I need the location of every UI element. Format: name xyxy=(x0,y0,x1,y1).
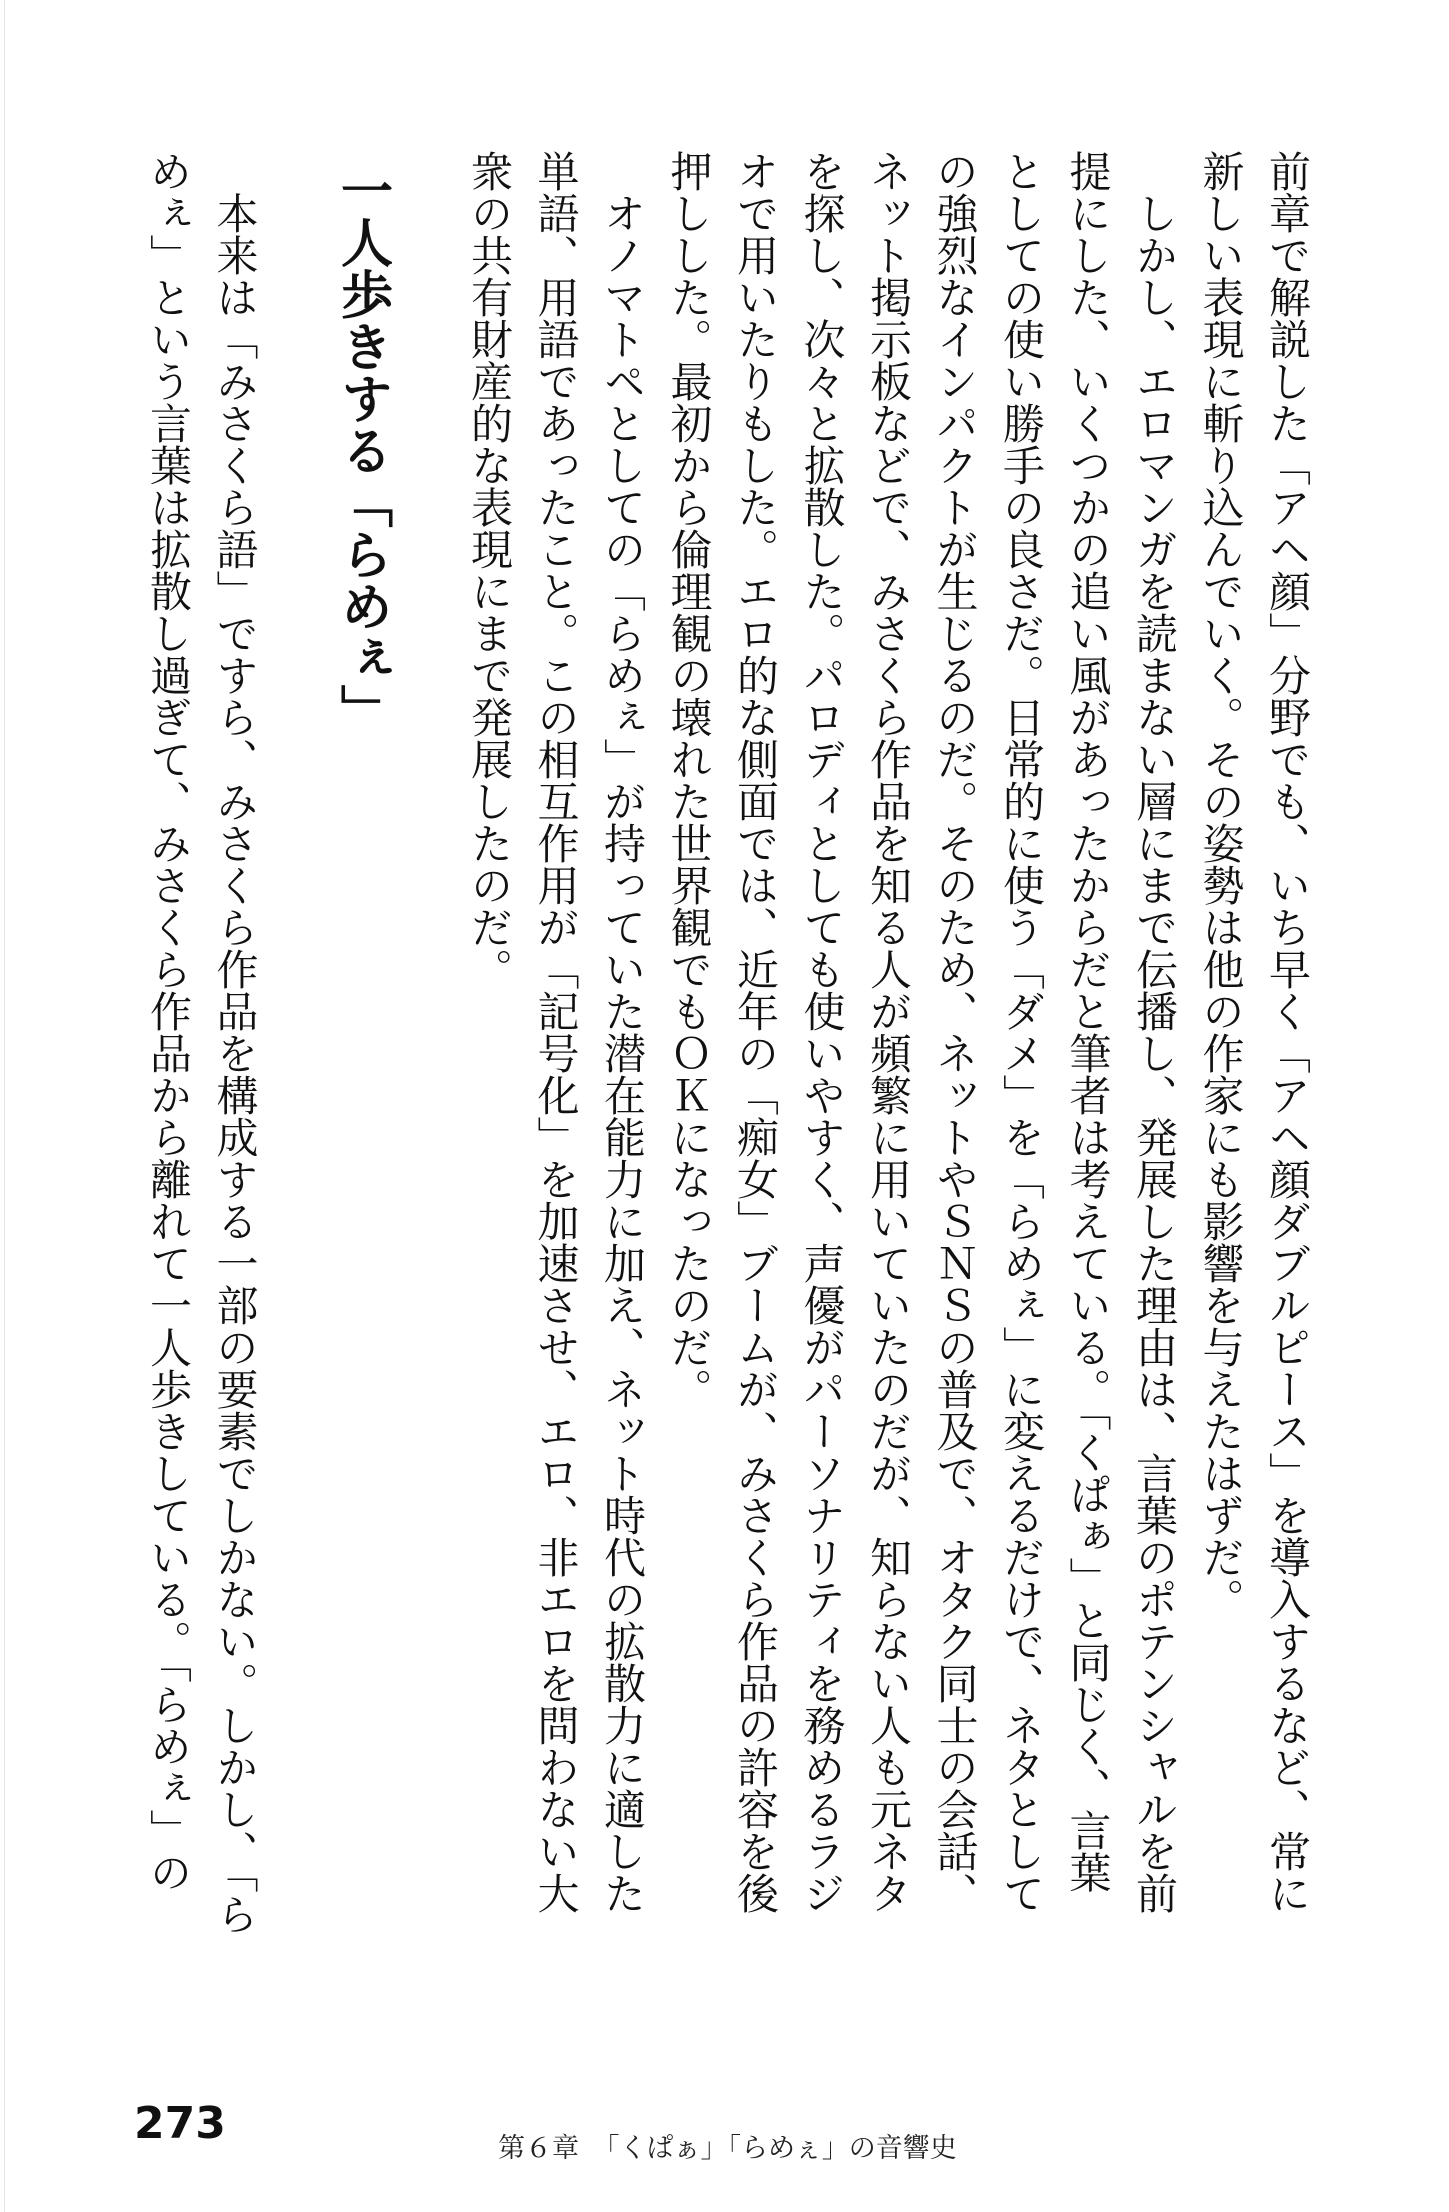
text-line: めぇ」という言葉は拡散し過ぎて、みさくら作品から離れて一人歩きしている。「らめぇ」の xyxy=(144,150,193,1893)
text-line: 押しした。最初から倫理観の壊れた世界観でもＯＫになったのだ。 xyxy=(664,150,714,1410)
text-line: 衆の共有財産的な表現にまで発展したのだ。 xyxy=(465,150,514,990)
body-text xyxy=(135,150,1321,1950)
text-line: オで用いたりもした。エロ的な側面では、近年の「痴女」ブームが、みさくら作品の許容を後 xyxy=(731,150,780,1914)
text-line: の強烈なインパクトが生じるのだ。そのため、ネットやＳＮＳの普及で、オタク同士の会話、 xyxy=(930,150,980,1914)
text-line: としての使い勝手の良さだ。日常的に使う「ダメ」を「らめぇ」に変えるだけで、ネタとして xyxy=(997,150,1046,1914)
page-edge-divider xyxy=(4,0,5,2212)
page-number: 273 xyxy=(134,2098,226,2149)
text-line: 提にした、いくつかの追い風があったからだと筆者は考えている。「くぱぁ」と同じく、言葉 xyxy=(1063,150,1113,1893)
text-line: 新しい表現に斬り込んでいく。その姿勢は他の作家にも影響を与えたはずだ。 xyxy=(1196,150,1246,1620)
text-line: 本来は「みさくら語」ですら、みさくら作品を構成する一部の要素でしかない。しかし、「ら xyxy=(210,150,260,1935)
text-line: を探し、次々と拡散した。パロディとしても使いやすく、声優がパーソナリティを務めるラジ xyxy=(797,150,847,1914)
text-line: オノマトペとしての「らめぇ」が持っていた潜在能力に加え、ネット時代の拡散力に適した xyxy=(598,150,647,1914)
text-line: 単語、用語であったこと。この相互作用が「記号化」を加速させ、エロ、非エロを問わない大 xyxy=(531,150,581,1914)
running-head-chapter-title: 第６章 「くぱぁ」「らめぇ」の音響史 xyxy=(498,2133,957,2164)
text-line: ネット掲示板などで、みさくら作品を知る人が頻繁に用いていたのだが、知らない人も元ネタ xyxy=(864,150,913,1914)
section-heading: 一人歩きする「らめぇ」 xyxy=(331,164,392,736)
text-line: 前章で解説した「アヘ顔」分野でも、いち早く「アヘ顔ダブルピース」を導入するなど、常に xyxy=(1263,150,1312,1914)
text-line: しかし、エロマンガを読まない層にまで伝播し、発展した理由は、言葉のポテンシャルを前 xyxy=(1130,150,1179,1914)
